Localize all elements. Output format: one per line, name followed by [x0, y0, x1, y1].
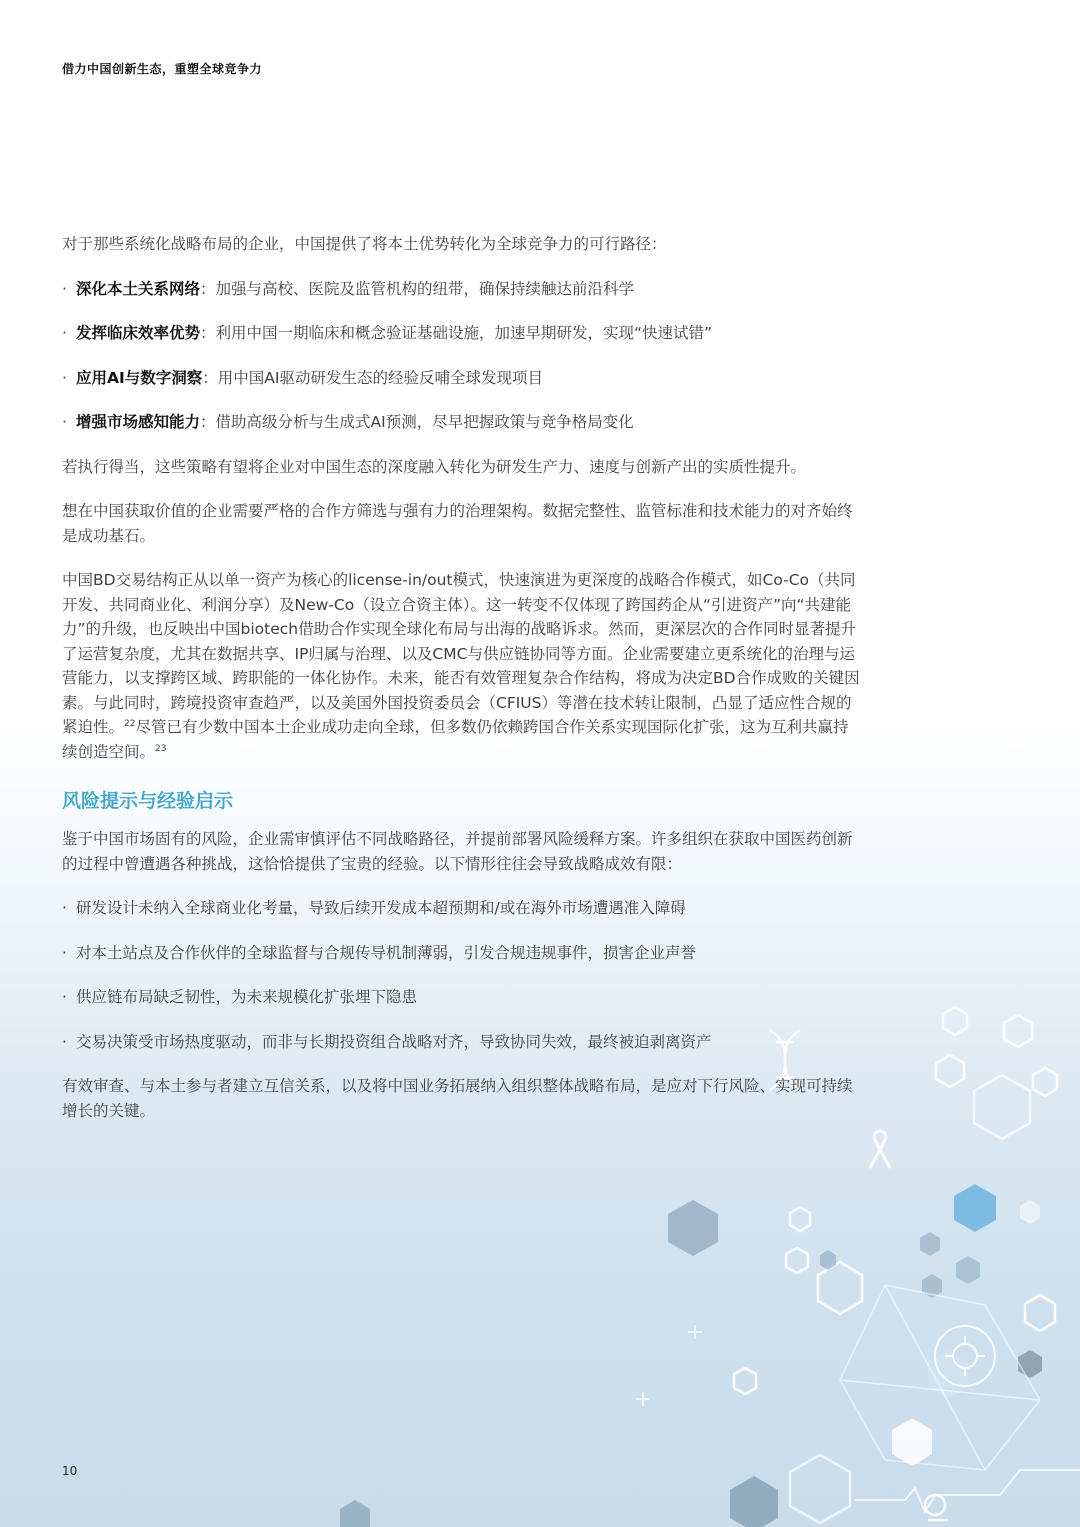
strategy-item	[62, 366, 862, 391]
hexagon-outline	[734, 1368, 756, 1394]
main-content	[62, 232, 862, 1123]
hexagon-filled	[956, 1256, 980, 1284]
section-heading: 风险提示与经验启示	[62, 790, 234, 812]
bullet-icon: ·	[62, 368, 67, 387]
risk-item	[62, 985, 862, 1010]
risk-text: 交易决策受市场热度驱动，而非与长期投资组合战略对齐，导致协同失效，最终被迫剥离资产	[76, 1032, 712, 1051]
ribbon-icon	[870, 1131, 890, 1168]
footnote-ref: 22	[124, 718, 136, 729]
hexagon-outline	[943, 1007, 967, 1035]
hexagon-outline	[1004, 1015, 1032, 1047]
risk-text: 研发设计未纳入全球商业化考量，导致后续开发成本超预期和/或在海外市场遭遇准入障碍	[76, 899, 686, 917]
risk-item	[62, 896, 862, 921]
bullet-icon: ·	[62, 988, 67, 1006]
hexagon-outline	[1033, 1068, 1057, 1096]
hexagon-filled	[1018, 1350, 1042, 1378]
heartbeat-line	[855, 1470, 1080, 1512]
strategy-item	[62, 410, 862, 435]
hexagon-filled	[922, 1274, 942, 1298]
bullet-icon: ·	[62, 279, 67, 298]
risk-item	[62, 1030, 862, 1055]
strategy-title: 发挥临床效率优势	[76, 324, 201, 342]
hexagon-outline	[974, 1075, 1030, 1139]
hexagon-outline	[1025, 1295, 1055, 1331]
strategy-item	[62, 321, 862, 346]
hexagon-filled	[920, 1232, 940, 1256]
bullet-icon: ·	[62, 413, 67, 431]
bullet-icon: ·	[62, 899, 67, 917]
page-number: 10	[62, 1464, 78, 1478]
intro-paragraph: 对于那些系统化战略布局的企业，中国提供了将本土优势转化为全球竞争力的可行路径：	[62, 235, 667, 253]
conclusion-paragraph: 有效审查、与本土参与者建立互信关系，以及将中国业务拓展纳入组织整体战略布局，是应对下行风险、实现可持续增长的关键。	[62, 1077, 853, 1120]
paragraph: 若执行得当，这些策略有望将企业对中国生态的深度融入转化为研发生产力、速度与创新产出的实质性提升。	[62, 457, 807, 476]
hexagon-outline	[818, 1262, 862, 1314]
strategy-text: ：用中国AI驱动研发生态的经验反哺全球发现项目	[202, 368, 543, 387]
strategy-text: ：加强与高校、医院及监管机构的纽带，确保持续触达前沿科学	[200, 279, 635, 298]
bullet-icon: ·	[62, 1032, 67, 1051]
paragraph-text: 中国BD交易结构正从以单一资产为核心的license-in/out模式，快速演进为更深度的战略合作模式，如Co-Co（共同开发、共同商业化、利润分享）及New-Co（设立合资主体）。这一转变不仅体现了跨国药企从“引进资产”向“共建能力”的升级，也反映出中国biotech借助合作实现全球化布局与出海的战略诉求。然而，更深层次的合作同时显著提升了运营复杂度，尤其在数据共享、IP归属与治理、以及CMC与供应链协同等方面。企业需要建立更系统化的治理与运营能力，以支撑跨区域、跨职能的一体化协作。未来，能否有效管理复杂合作结构，将成为决定BD合作成败的关键因素。与此同时，跨境投资审查趋严，以及美国外国投资委员会（CFIUS）等潜在技术转让限制，凸显了适应性合规的紧迫性。	[62, 571, 860, 736]
risk-text: 供应链布局缺乏韧性，为未来规模化扩张埋下隐患	[76, 988, 418, 1006]
network-outline	[840, 1285, 1040, 1470]
risk-list	[62, 896, 862, 1054]
microscope-icon	[925, 1495, 948, 1520]
strategy-text: ：借助高级分析与生成式AI预测，尽早把握政策与竞争格局变化	[200, 413, 634, 431]
strategy-title: 深化本土关系网络	[76, 279, 201, 298]
hexagon-filled	[954, 1184, 996, 1232]
section-intro: 鉴于中国市场固有的风险，企业需审慎评估不同战略路径，并提前部署风险缓释方案。许多组织在获取中国医药创新的过程中曾遭遇各种挑战，这恰恰提供了宝贵的经验。以下情形往往会导致战略成效有限：	[62, 830, 853, 873]
virus-icon	[935, 1326, 995, 1386]
paragraph-text: 尽管已有少数中国本土企业成功走向全球，但多数仍依赖跨国合作关系实现国际化扩张，这为互利共赢持续创造空间。	[62, 718, 849, 761]
paragraph: 想在中国获取价值的企业需要严格的合作方筛选与强有力的治理架构。数据完整性、监管标准和技术能力的对齐始终是成功基石。	[62, 502, 853, 545]
strategy-text: ：利用中国一期临床和概念验证基础设施，加速早期研发，实现“快速试错”	[200, 324, 713, 342]
hexagon-filled	[928, 1350, 968, 1398]
risk-text: 对本土站点及合作伙伴的全球监督与合规传导机制薄弱，引发合规违规事件，损害企业声誉	[76, 943, 697, 962]
running-header: 借力中国创新生态，重塑全球竞争力	[62, 62, 263, 76]
hexagon-outline	[786, 1248, 808, 1273]
hexagon-filled	[1020, 1200, 1040, 1224]
strategy-title: 增强市场感知能力	[76, 413, 201, 431]
hexagon-outline	[936, 1055, 964, 1087]
strategy-title: 应用AI与数字洞察	[76, 368, 203, 387]
hexagon-filled	[892, 1418, 932, 1466]
hexagon-filled	[668, 1200, 718, 1256]
footnote-ref: 23	[155, 743, 167, 754]
strategy-item	[62, 277, 862, 302]
bullet-icon: ·	[62, 943, 67, 962]
hexagon-filled	[340, 1500, 370, 1527]
hexagon-filled	[730, 1476, 778, 1527]
hexagon-filled	[820, 1250, 836, 1270]
bullet-icon: ·	[62, 324, 67, 342]
risk-item	[62, 941, 862, 966]
strategy-list	[62, 277, 862, 435]
bd-paragraph	[62, 568, 862, 764]
hexagon-outline	[790, 1207, 810, 1231]
hexagon-outline	[790, 1455, 850, 1523]
